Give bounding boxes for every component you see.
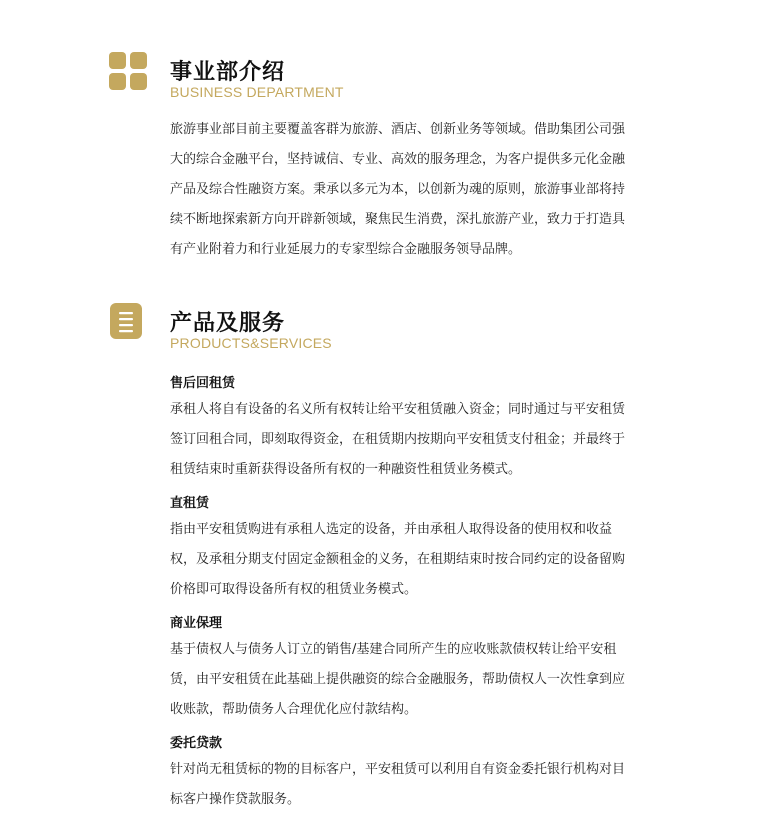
- document-icon: [110, 303, 142, 339]
- item-title-factoring: 商业保理: [170, 616, 223, 631]
- products-subtitle: PRODUCTS&SERVICES: [170, 335, 332, 351]
- business-line: 产品及综合性融资方案。秉承以多元为本，以创新为魂的原则，旅游事业部将持: [170, 182, 626, 197]
- item-title-direct-lease: 直租赁: [170, 496, 210, 511]
- item-desc-leaseback: [170, 395, 662, 485]
- item-line: 基于债权人与债务人订立的销售/基建合同所产生的应收账款债权转让给平安租: [170, 642, 617, 657]
- item-title-entrusted-loan: 委托贷款: [170, 736, 223, 751]
- item-line: 赁，由平安租赁在此基础上提供融资的综合金融服务，帮助债权人一次性拿到应: [170, 672, 626, 687]
- item-line: 收账款，帮助债务人合理优化应付款结构。: [170, 702, 418, 717]
- item-line: 针对尚无租赁标的物的目标客户，平安租赁可以利用自有资金委托银行机构对目: [170, 762, 626, 777]
- item-line: 价格即可取得设备所有权的租赁业务模式。: [170, 582, 418, 597]
- business-line: 大的综合金融平台，坚持诚信、专业、高效的服务理念，为客户提供多元化金融: [170, 152, 626, 167]
- business-line: 续不断地探索新方向开辟新领域，聚焦民生消费，深扎旅游产业，致力于打造具: [170, 212, 626, 227]
- item-desc-direct-lease: [170, 515, 662, 605]
- business-title: 事业部介绍: [170, 60, 286, 85]
- item-line: 指由平安租赁购进有承租人选定的设备，并由承租人取得设备的使用权和收益: [170, 522, 613, 537]
- products-title: 产品及服务: [170, 311, 286, 336]
- business-subtitle: BUSINESS DEPARTMENT: [170, 84, 344, 100]
- business-line: 旅游事业部目前主要覆盖客群为旅游、酒店、创新业务等领域。借助集团公司强: [170, 122, 626, 137]
- item-desc-entrusted-loan: [170, 755, 662, 815]
- item-desc-factoring: [170, 635, 662, 725]
- item-line: 签订回租合同，即刻取得资金，在租赁期内按期向平安租赁支付租金；并最终于: [170, 432, 626, 447]
- item-line: 租赁结束时重新获得设备所有权的一种融资性租赁业务模式。: [170, 462, 522, 477]
- item-line: 标客户操作贷款服务。: [170, 792, 301, 807]
- item-title-leaseback: 售后回租赁: [170, 376, 236, 391]
- item-line: 权，及承租分期支付固定金额租金的义务，在租期结束时按合同约定的设备留购: [170, 552, 626, 567]
- item-line: 承租人将自有设备的名义所有权转让给平安租赁融入资金；同时通过与平安租赁: [170, 402, 626, 417]
- business-line: 有产业附着力和行业延展力的专家型综合金融服务领导品牌。: [170, 242, 522, 257]
